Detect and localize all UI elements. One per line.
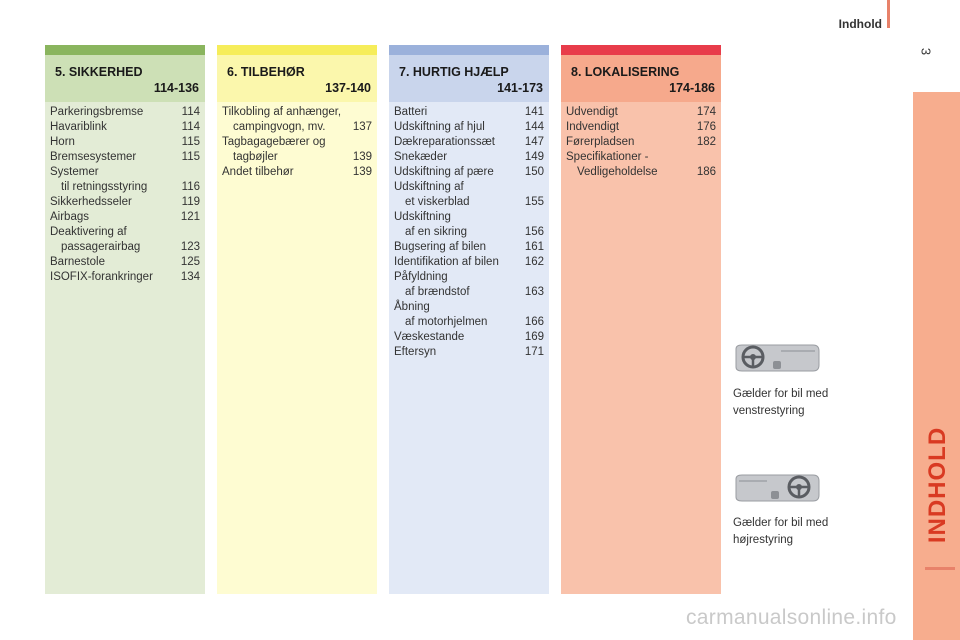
chapter-column-accessories [217,45,377,594]
toc-entry-page: 139 [352,151,372,163]
toc-entry-label [394,240,518,255]
toc-entry[interactable] [50,255,200,270]
chapter-color-bar [561,45,721,55]
toc-entry-label-line: Parkeringsbremse [50,106,144,118]
toc-entry-label [394,270,518,300]
chapter-page-range: 141-173 [497,81,543,95]
toc-entry[interactable] [50,210,200,225]
toc-entry-label-line: Airbags [50,211,89,223]
toc-entry-label-line: Barnestole [50,256,105,268]
toc-entry-page: 147 [524,136,544,148]
toc-entry-label-line: Snekæder [394,151,448,163]
toc-entry-label-line: Sikkerhedsseler [50,196,132,208]
toc-entry-page: 166 [524,316,544,328]
side-tab-accent [925,567,955,570]
toc-entry[interactable] [222,165,372,180]
chapter-title: 7. HURTIG HJÆLP [399,65,509,79]
legend-left-hand-drive [733,386,873,420]
chapter-column-safety [45,45,205,594]
toc-entry-label [50,120,174,135]
toc-entry-label [566,120,690,135]
toc-entry-label-line: Specifikationer - [566,151,649,163]
toc-entry-label-continuation: af brændstof [405,286,470,298]
toc-entry-label-line: Indvendigt [566,121,620,133]
toc-entry-label-line: Batteri [394,106,428,118]
chapter-entry-list [45,102,205,285]
toc-entry-label [566,135,690,150]
chapter-page-range: 174-186 [669,81,715,95]
toc-entry-label-line: Udskiftning [394,211,451,223]
toc-entry-label [50,225,174,255]
legend-text-line: venstrestyring [733,405,805,417]
toc-entry-label-line: Åbning [394,301,430,313]
toc-entry-label [222,165,346,180]
chapter-title: 8. LOKALISERING [571,65,680,79]
toc-entry-label [566,105,690,120]
toc-entry-page: 139 [352,166,372,178]
toc-entry-label-continuation: et viskerblad [405,196,470,208]
toc-entry[interactable] [566,105,716,120]
toc-entry-label [222,135,346,165]
chapter-entry-list [217,102,377,180]
toc-entry[interactable] [394,345,544,360]
toc-entry-label-line: Havariblink [50,121,107,133]
toc-entry-page: 161 [524,241,544,253]
toc-entry[interactable] [394,240,544,255]
toc-entry[interactable] [394,120,544,135]
toc-entry-page: 123 [180,241,200,253]
toc-entry-page: 134 [180,271,200,283]
toc-entry-label-continuation: campingvogn, mv. [233,121,326,133]
toc-entry-label-line: Udskiftning af hjul [394,121,485,133]
chapter-page-range: 114-136 [153,81,199,95]
toc-entry-page: 137 [352,121,372,133]
toc-entry[interactable] [394,255,544,270]
toc-entry-label [50,105,174,120]
toc-entry-label [394,165,518,180]
chapter-column-quick-help [389,45,549,594]
legend-text-line: Gælder for bil med [733,517,829,529]
toc-entry-page: 141 [524,106,544,118]
toc-entry[interactable] [566,120,716,135]
toc-entry-label [222,105,346,135]
toc-entry-label-line: Systemer [50,166,99,178]
toc-entry-page: 115 [181,151,200,163]
toc-entry-label [394,135,518,150]
toc-entry-page: 119 [181,196,200,208]
toc-entry-page: 174 [696,106,716,118]
toc-entry-label-line: Udskiftning af [394,181,464,193]
toc-entry[interactable] [222,105,372,135]
toc-entry[interactable] [394,150,544,165]
toc-entry[interactable] [566,150,716,180]
toc-entry-label-line: Førerpladsen [566,136,635,148]
toc-entry-label [394,180,518,210]
toc-entry[interactable] [50,105,200,120]
chapter-title: 5. SIKKERHED [55,65,143,79]
toc-entry-page: 186 [696,166,716,178]
toc-entry-label-line: Væskestande [394,331,465,343]
toc-entry-label-continuation: af en sikring [405,226,468,238]
section-side-label [908,390,960,580]
toc-entry[interactable] [394,210,544,240]
toc-entry-page: 121 [180,211,200,223]
toc-entry-label-continuation: til retningsstyring [61,181,148,193]
toc-entry-page: 163 [524,286,544,298]
chapter-header[interactable] [389,55,549,102]
chapter-color-bar [389,45,549,55]
toc-entry-label [394,105,518,120]
toc-entry-label-line: Eftersyn [394,346,437,358]
toc-entry-page: 149 [524,151,544,163]
toc-entry[interactable] [566,135,716,150]
watermark: carmanualsonline.info [686,606,897,629]
toc-entry[interactable] [394,105,544,120]
toc-entry-label-continuation: af motorhjelmen [405,316,488,328]
toc-entry-page: 182 [696,136,716,148]
toc-entry-page: 155 [524,196,544,208]
header-divider [887,0,890,28]
toc-entry[interactable] [394,180,544,210]
toc-entry-label [394,120,518,135]
chapter-entry-list [561,102,721,180]
toc-entry-label [394,210,518,240]
toc-entry-label-continuation: passagerairbag [61,241,141,253]
page-number: 3 [918,47,934,56]
toc-entry-page: 169 [524,331,544,343]
chapter-column-location [561,45,721,594]
toc-entry-label [394,330,518,345]
toc-entry-page: 114 [181,121,200,133]
toc-entry-label [50,210,174,225]
toc-entry-label-line: Bremsesystemer [50,151,137,163]
toc-entry-label [394,300,518,330]
section-side-label-text: INDHOLD [924,426,951,544]
toc-entry[interactable] [50,120,200,135]
chapter-color-bar [45,45,205,55]
toc-entry-label [50,195,174,210]
toc-entry-page: 115 [181,136,200,148]
toc-entry-label [394,150,518,165]
toc-entry-label-line: Tagbagagebærer og [222,136,326,148]
toc-entry-label-line: Bugsering af bilen [394,241,487,253]
toc-entry[interactable] [50,150,200,165]
toc-entry-label-line: Identifikation af bilen [394,256,499,268]
toc-entry-page: 162 [524,256,544,268]
legend-right-hand-drive [733,515,873,549]
toc-entry-label-line: Tilkobling af anhænger, [222,106,342,118]
chapter-page-range: 137-140 [325,81,371,95]
toc-entry[interactable] [50,165,200,195]
toc-entry-label-line: Påfyldning [394,271,448,283]
chapter-entry-list [389,102,549,360]
page-header-title: Indhold [838,17,882,31]
toc-entry-label [394,255,518,270]
toc-entry-label-line: Udvendigt [566,106,618,118]
chapter-title: 6. TILBEHØR [227,65,305,79]
legend-text-line: højrestyring [733,534,794,546]
toc-entry-label-line: ISOFIX-forankringer [50,271,153,283]
toc-entry-page: 116 [181,181,200,193]
toc-entry[interactable] [50,270,200,285]
steering-wheel-left-icon [733,343,821,373]
toc-entry-label-continuation: tagbøjler [233,151,278,163]
toc-entry-page: 144 [524,121,544,133]
toc-entry-page: 150 [524,166,544,178]
toc-entry-label-line: Deaktivering af [50,226,127,238]
toc-entry-page: 156 [524,226,544,238]
toc-entry-label [394,345,518,360]
toc-entry-label [50,150,174,165]
toc-entry-label [50,165,174,195]
toc-entry-label-line: Horn [50,136,75,148]
toc-entry[interactable] [50,225,200,255]
toc-entry[interactable] [394,135,544,150]
toc-entry-label [50,135,174,150]
toc-entry-page: 114 [181,106,200,118]
toc-entry-label [566,150,690,180]
toc-entry[interactable] [50,195,200,210]
chapter-header[interactable] [217,55,377,102]
toc-entry[interactable] [50,135,200,150]
chapter-color-bar [217,45,377,55]
toc-entry-label-line: Andet tilbehør [222,166,294,178]
toc-entry-label-continuation: Vedligeholdelse [577,166,658,178]
toc-entry[interactable] [394,165,544,180]
toc-entry-label-line: Udskiftning af pære [394,166,494,178]
toc-entry[interactable] [394,300,544,330]
toc-entry[interactable] [222,135,372,165]
steering-wheel-right-icon [733,473,821,503]
legend-text-line: Gælder for bil med [733,388,829,400]
toc-entry-label [50,270,174,285]
toc-entry[interactable] [394,330,544,345]
toc-entry-page: 125 [180,256,200,268]
toc-entry-page: 171 [524,346,544,358]
chapter-header[interactable] [561,55,721,102]
toc-entry-label-line: Dækreparationssæt [394,136,495,148]
toc-entry[interactable] [394,270,544,300]
chapter-header[interactable] [45,55,205,102]
toc-entry-page: 176 [696,121,716,133]
toc-entry-label [50,255,174,270]
